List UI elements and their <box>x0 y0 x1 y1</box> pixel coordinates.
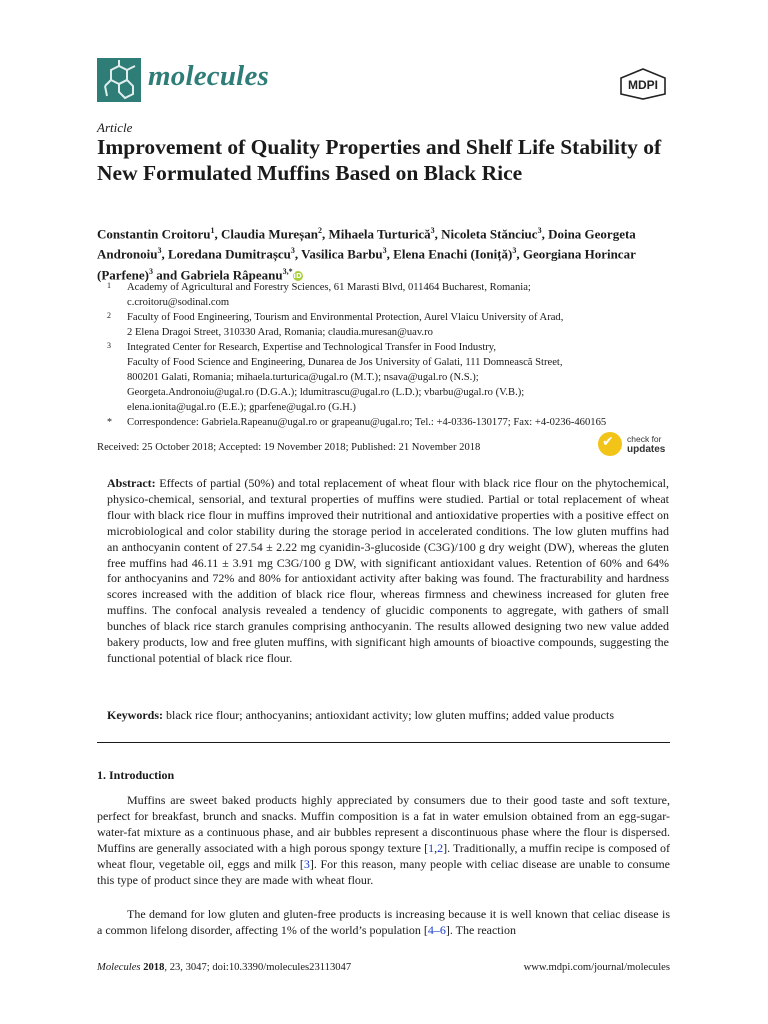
affiliation-line: Integrated Center for Research, Expertise and Technological Transfer in Food Industry, <box>127 342 497 353</box>
citation-separator: , <box>434 841 438 856</box>
citation-link[interactable]: 4–6 <box>427 923 446 938</box>
abstract-text: Effects of partial (50%) and total replacement of wheat flour with black rice flour on the phytochemical, physico-chemical, sensorial, and textural properties of muffins were studied. Partial or total replacement of wheat flour with black rice flour in muffins improved their nutritional and antioxidative properties with a positive effect on microbiological and color stability during the storage period in accelerated conditions. The low gluten muffins had an anthocyanin content of 27.54 ± 2.22 mg cyanidin-3-glucoside (C3G)/100 g dry weight (DW), whereas the gluten free muffins had 46.11 ± 3.91 mg C3G/100 g DW, with significant antioxidant values. Retention of 60% and 64% for anthocyanins and 72% and 80% for antioxidant activity after baking was found. The fracturability and hardness scores increased with the addition of black rice flour, whereas firmness and chewiness increased for gluten free muffins. The confocal analysis revealed a tendency of glucidic components to aggregate, with gathers of small bunches of black rice starch granules comprising anthocyanin. The results allowed designing two new value added bakery products, low and free gluten muffins, with significant high amounts of bioactive compounds, suggesting the functional potential of black rice flour. <box>107 476 669 665</box>
author-name[interactable]: Constantin Croitoru <box>97 226 211 242</box>
publisher-name: MDPI <box>628 78 658 92</box>
author-affiliation-marker: 3 <box>148 266 153 276</box>
intro-text: ]. Traditionally, a muffin recipe is composed of wheat flour, vegetable oil, eggs and milk [ <box>97 841 670 872</box>
affiliation-line: Faculty of Food Science and Engineering, Dunarea de Jos University of Galati, 111 Domnească Street, <box>127 357 563 368</box>
author-separator: , <box>386 246 394 262</box>
check-updates-line2: updates <box>627 444 666 455</box>
section-heading: 1. Introduction <box>97 768 175 782</box>
author-separator: and <box>152 266 181 282</box>
author-affiliation-marker: 2 <box>317 226 322 235</box>
intro-text: ]. The reaction <box>445 923 516 938</box>
affiliation-line: Academy of Agricultural and Forestry Sciences, 61 Marasti Blvd, 011464 Bucharest, Romania; <box>127 282 531 293</box>
author-name[interactable]: Gabriela Râpeanu <box>180 266 283 282</box>
affiliation-line: elena.ionita@ugal.ro (E.E.); gparfene@ugal.ro (G.H.) <box>127 402 356 413</box>
orcid-icon[interactable]: iD <box>293 271 302 280</box>
affiliation-marker: 2 <box>107 311 111 320</box>
check-updates-line1: check for <box>627 434 662 444</box>
footer-citation-rest: , 23, 3047; doi:10.3390/molecules23113047 <box>164 962 352 973</box>
intro-text: ]. For this reason, many people with celiac disease are unable to consume this type of product since they are made with wheat flour. <box>97 857 670 888</box>
article-title: Improvement of Quality Properties and Shelf Life Stability of New Formulated Muffins Based on Black Rice <box>97 135 662 185</box>
affiliation-line: 800201 Galati, Romania; mihaela.turturica@ugal.ro (M.T.); nsava@ugal.ro (N.S.); <box>127 372 479 383</box>
author-name[interactable]: Doina Georgeta Andronoiu <box>97 226 636 262</box>
intro-text: Muffins are sweet baked products highly appreciated by consumers due to their good taste and soft texture, perfect for breakfast, brunch and snacks. Muffin composition is a fat in water emulsion obtained from an egg-sugar-water-fat mixture as a continuous phase, and air bubbles represent a discontinuous phase where the flour is dispersed. Muffins are generally associated with a high porous spongy texture [ <box>97 793 670 856</box>
footer-url[interactable]: www.mdpi.com/journal/molecules <box>523 962 670 973</box>
author-name[interactable]: Elena Enachi (Ioniță) <box>393 246 513 262</box>
keywords-text: black rice flour; anthocyanins; antioxidant activity; low gluten muffins; added value products <box>166 708 614 722</box>
affiliation-item <box>97 415 677 430</box>
author-affiliation-marker: 3 <box>382 246 387 256</box>
footer-citation <box>97 962 351 973</box>
author-name[interactable]: Mihaela Turturică <box>328 226 431 242</box>
publication-dates: Received: 25 October 2018; Accepted: 19 November 2018; Published: 21 November 2018 <box>97 442 481 453</box>
affiliation-item <box>97 280 677 310</box>
keywords <box>107 708 669 724</box>
mdpi-logo-icon <box>618 68 668 100</box>
check-circle-icon: ✔ <box>598 432 622 456</box>
affiliation-line: Correspondence: Gabriela.Rapeanu@ugal.ro or grapeanu@ugal.ro; Tel.: +4-0336-130177; Fax: +4-0236-460165 <box>127 417 607 428</box>
author-affiliation-marker: 3 <box>290 246 295 256</box>
author-affiliation-marker: 3 <box>512 246 517 256</box>
intro-paragraph-2 <box>97 906 670 938</box>
journal-name: molecules <box>148 60 270 92</box>
author-name[interactable]: Georgiana Horincar (Parfene) <box>97 246 636 282</box>
author-name[interactable]: Loredana Dumitrașcu <box>167 246 291 262</box>
author-affiliation-marker: 1 <box>210 226 215 235</box>
affiliations <box>97 280 677 430</box>
abstract <box>107 476 669 667</box>
affiliation-item <box>97 310 677 340</box>
author-separator: , <box>434 226 442 242</box>
affiliation-line: 2 Elena Dragoi Street, 310330 Arad, Romania; claudia.muresan@uav.ro <box>127 327 433 338</box>
affiliation-marker: * <box>107 417 112 428</box>
author-affiliation-marker: 3 <box>537 226 542 235</box>
author-separator: , <box>294 246 302 262</box>
affiliation-line: c.croitoru@sodinal.com <box>127 297 230 308</box>
citation-link[interactable]: 2 <box>437 841 444 856</box>
footer-journal: Molecules <box>97 962 141 973</box>
keywords-label: Keywords: <box>107 708 163 722</box>
author-affiliation-marker: 3 <box>157 246 162 256</box>
molecules-logo-icon <box>97 58 141 102</box>
check-for-updates-badge[interactable] <box>598 432 678 462</box>
author-affiliation-marker: 3,* <box>282 266 293 276</box>
affiliation-line: Georgeta.Andronoiu@ugal.ro (D.G.A.); ldumitrascu@ugal.ro (L.D.); vbarbu@ugal.ro (V.B.); <box>127 387 525 398</box>
footer-year: 2018 <box>143 962 165 973</box>
author-separator: , <box>161 246 168 262</box>
author-separator: , <box>516 246 523 262</box>
section-divider <box>97 742 670 743</box>
affiliation-marker: 1 <box>107 281 111 290</box>
author-separator: , <box>321 226 329 242</box>
abstract-label: Abstract: <box>107 476 156 490</box>
author-name[interactable]: Nicoleta Stănciuc <box>441 226 538 242</box>
citation-link[interactable]: 3 <box>303 857 310 872</box>
author-name[interactable]: Vasilica Barbu <box>301 246 383 262</box>
author-affiliation-marker: 3 <box>430 226 435 235</box>
affiliation-line: Faculty of Food Engineering, Tourism and Environmental Protection, Aurel Vlaicu University of Arad, <box>127 312 564 323</box>
author-separator: , <box>214 226 222 242</box>
intro-text: The demand for low gluten and gluten-free products is increasing because it is well known that celiac disease is a common lifelong disorder, affecting 1% of the world’s population [ <box>97 907 670 938</box>
author-list <box>97 222 677 283</box>
article-type: Article <box>97 120 133 135</box>
citation-link[interactable]: 1 <box>428 841 435 856</box>
author-name[interactable]: Claudia Mureșan <box>221 226 318 242</box>
affiliation-item <box>97 340 677 415</box>
intro-paragraph-1 <box>97 792 670 889</box>
affiliation-marker: 3 <box>107 341 111 350</box>
author-separator: , <box>541 226 549 242</box>
